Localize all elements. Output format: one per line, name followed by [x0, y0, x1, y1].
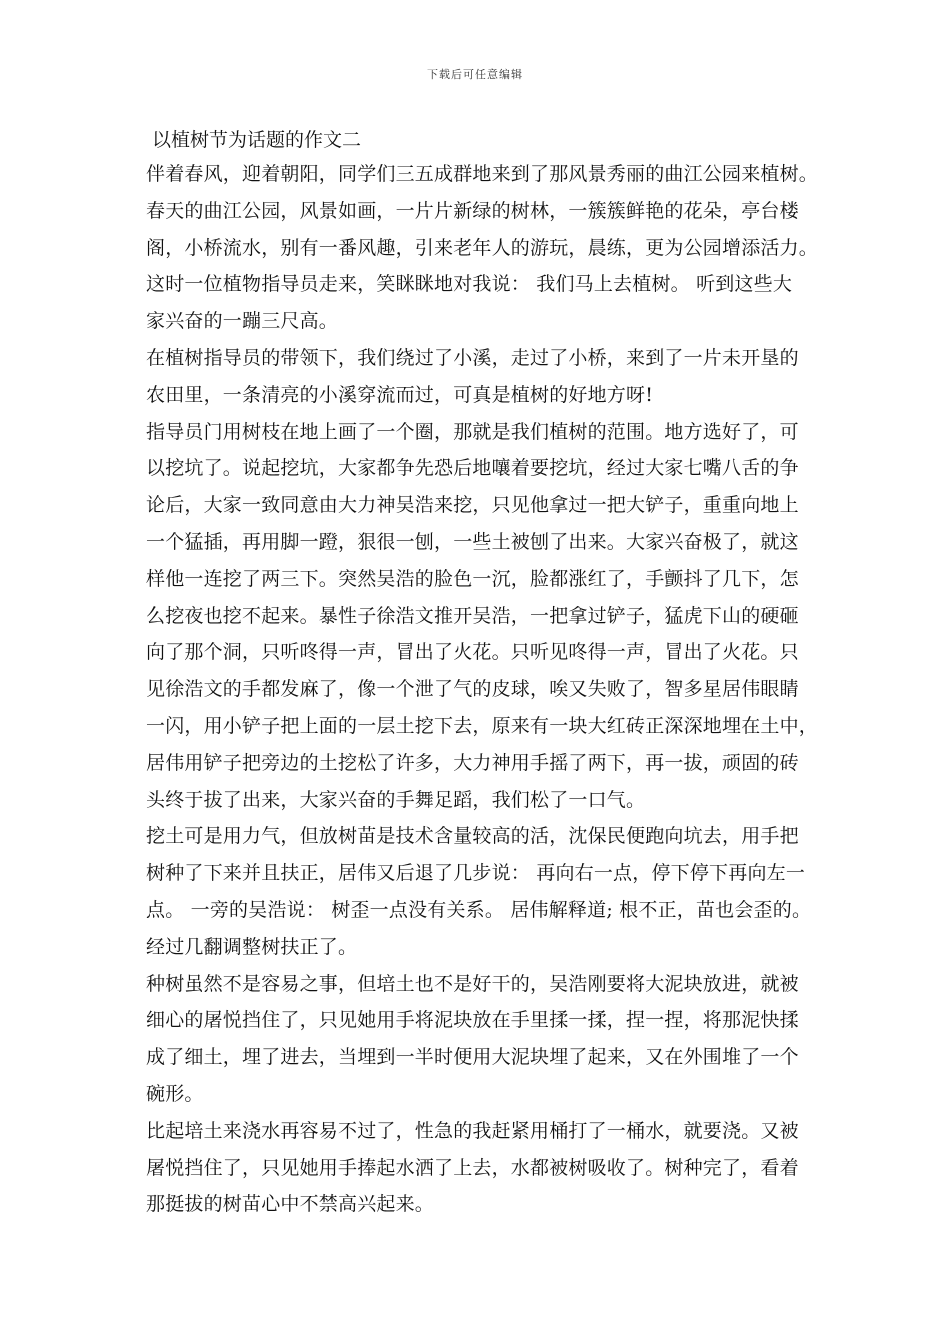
text-line: 论后，大家一致同意由大力神吴浩来挖，只见他拿过一把大铲子，重重向地上: [146, 494, 799, 517]
text-line: 一个猛插，再用脚一蹬，狠很一刨，一些土被刨了出来。大家兴奋极了，就这: [146, 530, 799, 553]
text-line: 那挺拔的树苗心中不禁高兴起来。: [146, 1193, 435, 1216]
text-line: 种树虽然不是容易之事，但培土也不是好干的，吴浩刚要将大泥块放进，就被: [146, 972, 799, 995]
text-line: 比起培土来浇水再容易不过了，性急的我赶紧用桶打了一桶水，就要浇。又被: [146, 1119, 799, 1142]
text-line: 经过几翻调整树扶正了。: [146, 935, 358, 958]
text-line: 家兴奋的一蹦三尺高。: [146, 310, 339, 333]
text-line: 以挖坑了。说起挖坑，大家都争先恐后地嚷着要挖坑，经过大家七嘴八舌的争: [146, 457, 799, 480]
document-title: 以植树节为话题的作文二: [152, 129, 362, 151]
text-line: 春天的曲江公园，风景如画，一片片新绿的树林，一簇簇鲜艳的花朵，亭台楼: [146, 199, 799, 222]
document-body: [146, 128, 826, 1223]
header-note: 下载后可任意编辑: [427, 68, 523, 81]
text-line: 居伟用铲子把旁边的土挖松了许多，大力神用手摇了两下，再一拔，顽固的砖: [146, 751, 799, 774]
text-line: 在植树指导员的带领下，我们绕过了小溪，走过了小桥，来到了一片未开垦的: [146, 346, 799, 369]
text-line: 挖土可是用力气，但放树苗是技术含量较高的活，沈保民便跑向坑去，用手把: [146, 825, 799, 848]
text-line: 碗形。: [146, 1082, 204, 1105]
text-line: 屠悦挡住了，只见她用手捧起水洒了上去，水都被树吸收了。树种完了，看着: [146, 1156, 799, 1179]
text-line: 点。 一旁的吴浩说： 树歪一点没有关系。 居伟解释道; 根不正，苗也会歪的。: [146, 898, 812, 921]
text-line: 么挖夜也挖不起来。暴性子徐浩文推开吴浩，一把拿过铲子，猛虎下山的硬砸: [146, 604, 799, 627]
text-line: 头终于拔了出来，大家兴奋的手舞足蹈，我们松了一口气。: [146, 788, 646, 811]
text-line: 成了细土，埋了进去，当埋到一半时便用大泥块埋了起来，又在外围堆了一个: [146, 1046, 799, 1069]
text-line: 见徐浩文的手都发麻了，像一个泄了气的皮球，唉又失败了，智多星居伟眼睛: [146, 678, 799, 701]
text-line: 阁，小桥流水，别有一番风趣，引来老年人的游玩，晨练，更为公园增添活力。: [146, 236, 819, 259]
text-line: 农田里，一条清亮的小溪穿流而过，可真是植树的好地方呀!: [146, 383, 654, 406]
text-line: 指导员门用树枝在地上画了一个圈，那就是我们植树的范围。地方选好了，可: [146, 420, 799, 443]
text-line: 伴着春风，迎着朝阳，同学们三五成群地来到了那风景秀丽的曲江公园来植树。: [146, 163, 819, 185]
text-line: 细心的屠悦挡住了，只见她用手将泥块放在手里揉一揉，捏一捏，将那泥快揉: [146, 1009, 799, 1032]
text-line: 这时一位植物指导员走来，笑眯眯地对我说： 我们马上去植树。 听到这些大: [146, 273, 793, 296]
text-line: 树种了下来并且扶正，居伟又后退了几步说： 再向右一点，停下停下再向左一: [146, 862, 806, 885]
text-line: 一闪，用小铲子把上面的一层土挖下去，原来有一块大红砖正深深地埋在土中，: [146, 714, 819, 737]
text-line: 样他一连挖了两三下。突然吴浩的脸色一沉，脸都涨红了，手颤抖了几下，怎: [146, 567, 799, 590]
text-line: 向了那个洞，只听咚得一声，冒出了火花。只听见咚得一声，冒出了火花。只: [146, 641, 799, 664]
